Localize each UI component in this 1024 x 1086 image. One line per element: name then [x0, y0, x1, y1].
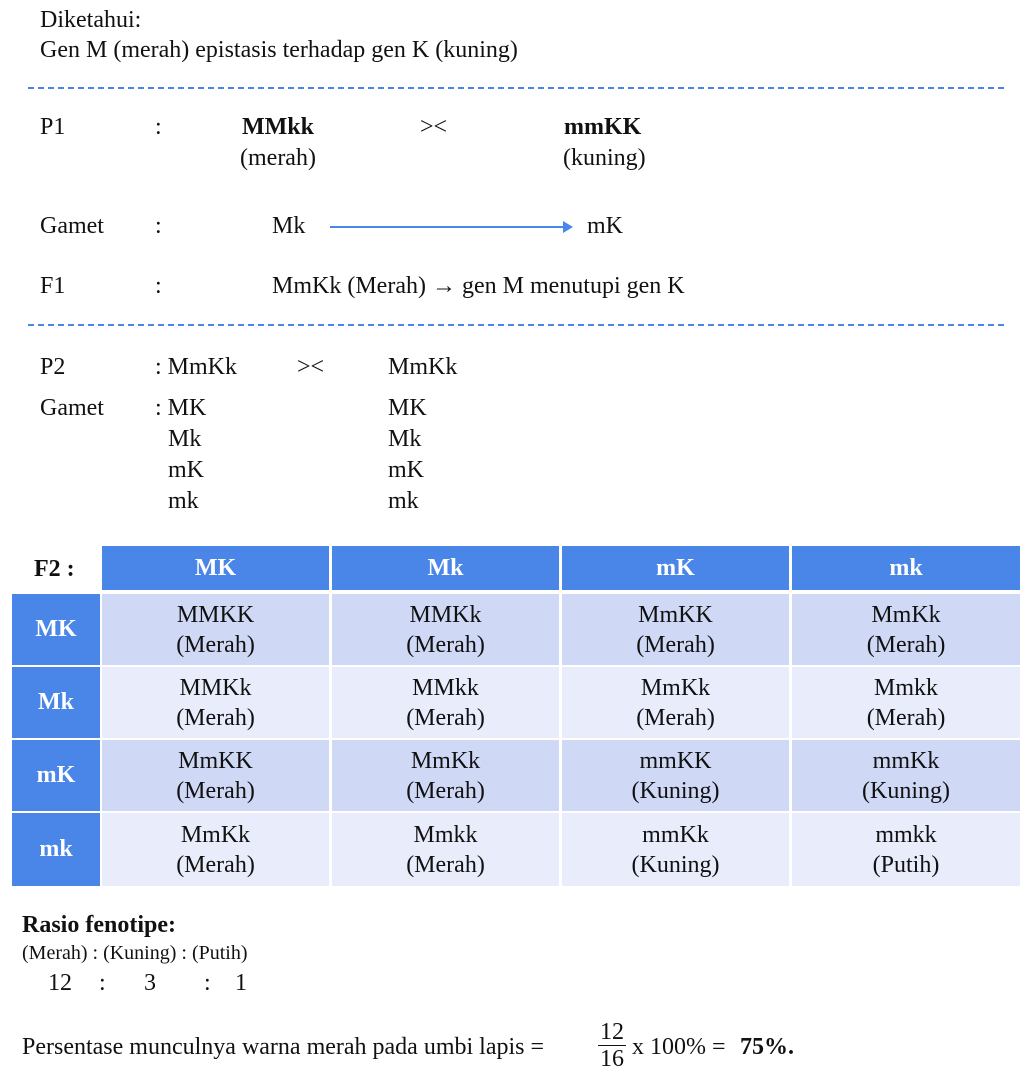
ratio-value-putih: 1	[235, 970, 247, 996]
column-header: mK	[562, 546, 789, 590]
genotype: MMKk	[179, 674, 252, 701]
phenotype: (Merah)	[636, 631, 715, 658]
phenotype: (Kuning)	[631, 851, 720, 878]
gamet2-right-2: Mk	[388, 426, 422, 452]
fraction-denominator: 16	[600, 1046, 624, 1072]
gamet2-right-1: MK	[388, 395, 427, 421]
table-cell	[562, 594, 789, 665]
table-cell	[332, 594, 559, 665]
genotype: mmKK	[639, 747, 712, 774]
p1-parent2-phenotype: (kuning)	[563, 145, 646, 171]
gamet1-label: Gamet	[40, 213, 104, 239]
genotype: MmKK	[638, 601, 713, 628]
genotype: MMkk	[412, 674, 479, 701]
f1-label: F1	[40, 273, 66, 299]
row-header: mk	[12, 813, 100, 886]
table-cell	[562, 667, 789, 738]
genotype: MmKk	[871, 601, 941, 628]
fraction	[598, 1019, 626, 1072]
column-header: Mk	[332, 546, 559, 590]
genotype: MmKk	[640, 674, 711, 701]
divider-top	[28, 87, 1004, 89]
percentage-text: Persentase munculnya warna merah pada umbi lapis =	[22, 1034, 545, 1060]
p1-parent1-phenotype: (merah)	[240, 145, 316, 171]
gamet2-left-1: : MK	[155, 395, 207, 421]
p2-label: P2	[40, 354, 66, 380]
table-cell	[102, 667, 329, 738]
header-title: Diketahui:	[40, 7, 142, 33]
column-header: MK	[102, 546, 329, 590]
gamet1-right: mK	[587, 213, 623, 239]
phenotype: (Merah)	[866, 631, 946, 658]
phenotype: (Merah)	[406, 704, 485, 731]
table-cell	[562, 813, 789, 886]
fraction-numerator: 12	[600, 1019, 624, 1045]
genotype: MmKK	[178, 747, 253, 774]
p1-label: P1	[40, 114, 66, 140]
ratio-value-merah: 12	[48, 970, 72, 996]
phenotype: (Merah)	[176, 851, 255, 878]
arrow-line	[330, 226, 565, 228]
genotype: mmKk	[872, 747, 940, 774]
phenotype: (Merah)	[406, 777, 485, 804]
table-cell	[792, 813, 1020, 886]
table-cell	[102, 813, 329, 886]
gamet2-right-3: mK	[388, 457, 424, 483]
ratio-separator: :	[99, 970, 106, 996]
phenotype: (Kuning)	[862, 777, 950, 804]
phenotype: (Kuning)	[631, 777, 720, 804]
gamet1-left: Mk	[272, 213, 306, 239]
table-cell	[792, 667, 1020, 738]
row-header: Mk	[12, 667, 100, 738]
f2-label: F2 :	[34, 556, 75, 582]
table-cell	[792, 594, 1020, 665]
genotype: mmKk	[642, 821, 709, 848]
ratio-value-kuning: 3	[144, 970, 156, 996]
gamet1-colon: :	[155, 213, 162, 239]
f1-text: MmKk (Merah) → gen M menutupi gen K	[272, 273, 685, 299]
p2-right: MmKk	[388, 354, 458, 380]
genotype: MmKk	[410, 747, 481, 774]
genotype: MmKk	[180, 821, 251, 848]
table-cell	[332, 667, 559, 738]
phenotype: (Merah)	[406, 631, 485, 658]
table-cell	[332, 740, 559, 811]
table-cell	[102, 594, 329, 665]
gamet2-right-4: mk	[388, 488, 419, 514]
gamet2-label: Gamet	[40, 395, 104, 421]
genotype: MMKK	[176, 601, 255, 628]
row-header: mK	[12, 740, 100, 811]
p1-parent1: MMkk	[242, 114, 314, 140]
phenotype: (Putih)	[872, 851, 940, 878]
p2-cross-symbol: ><	[297, 354, 325, 380]
p1-cross-symbol: ><	[420, 114, 448, 140]
phenotype: (Merah)	[406, 851, 485, 878]
p1-colon: :	[155, 114, 162, 140]
arrow-right-icon	[563, 221, 573, 233]
gamet2-left-2: Mk	[168, 426, 202, 452]
gamet2-left-3: mK	[168, 457, 204, 483]
row-header: MK	[12, 594, 100, 665]
phenotype: (Merah)	[176, 704, 255, 731]
gamet2-left-4: mk	[168, 488, 199, 514]
header-statement: Gen M (merah) epistasis terhadap gen K (kuning)	[40, 37, 518, 63]
column-header: mk	[792, 546, 1020, 590]
genotype: mmkk	[875, 821, 937, 848]
table-cell	[332, 813, 559, 886]
table-cell	[562, 740, 789, 811]
ratio-title: Rasio fenotipe:	[22, 912, 176, 938]
f1-colon: :	[155, 273, 162, 299]
percentage-result: 75%.	[740, 1034, 794, 1060]
phenotype: (Merah)	[176, 631, 255, 658]
p1-parent2: mmKK	[564, 114, 642, 140]
table-cell	[102, 740, 329, 811]
ratio-labels: (Merah) : (Kuning) : (Putih)	[22, 942, 248, 964]
p2-left: : MmKk	[155, 354, 238, 380]
divider-middle	[28, 324, 1004, 326]
genotype: MMKk	[409, 601, 482, 628]
table-cell	[792, 740, 1020, 811]
phenotype: (Merah)	[176, 777, 255, 804]
genotype: Mmkk	[413, 821, 478, 848]
phenotype: (Merah)	[636, 704, 715, 731]
ratio-separator: :	[204, 970, 211, 996]
phenotype: (Merah)	[866, 704, 946, 731]
percentage-multiplier: x 100% =	[632, 1034, 726, 1060]
genotype: Mmkk	[873, 674, 938, 701]
